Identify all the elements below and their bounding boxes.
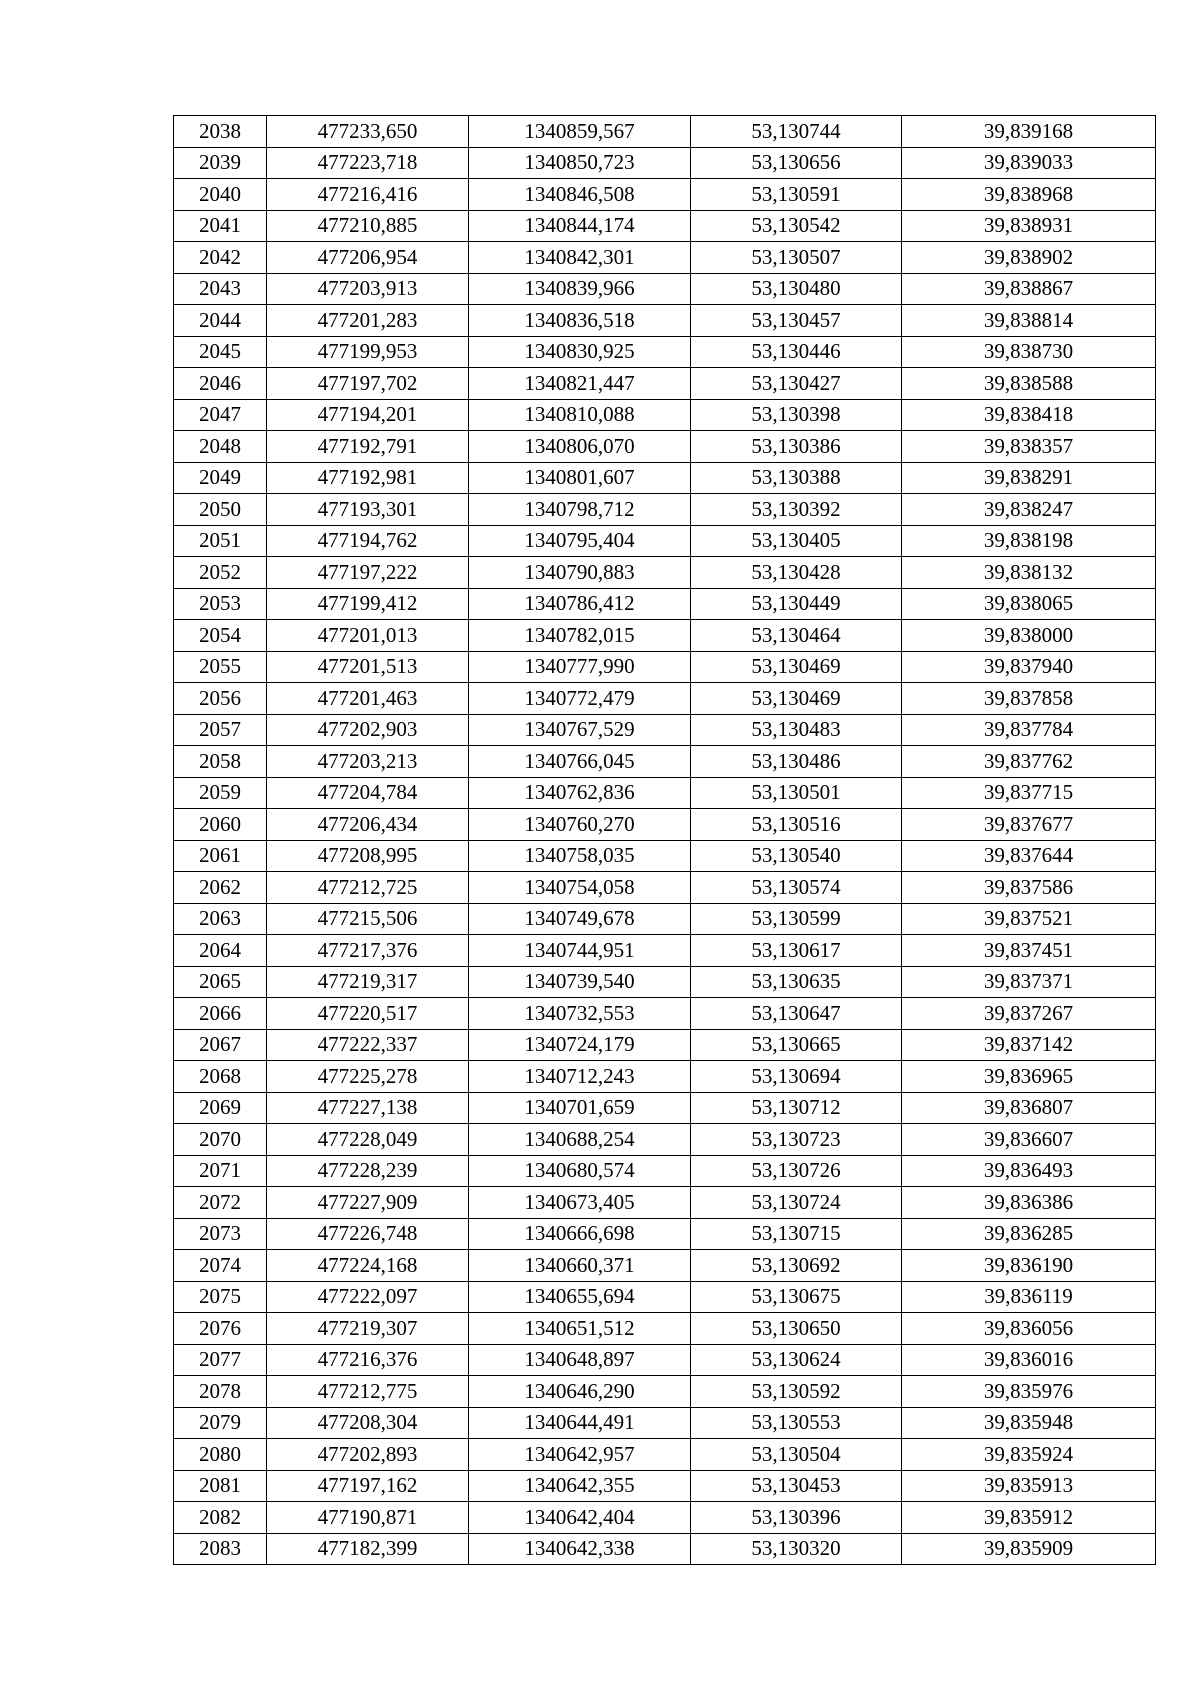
table-row [174,116,1156,148]
latitude-cell: 53,130712 [691,1092,902,1124]
y-coordinate-cell: 1340712,243 [469,1061,691,1093]
latitude-cell: 53,130744 [691,116,902,148]
latitude-cell: 53,130574 [691,872,902,904]
latitude-cell: 53,130469 [691,683,902,715]
x-coordinate-cell: 477227,909 [267,1187,469,1219]
longitude-cell: 39,838291 [902,462,1156,494]
table-row [174,840,1156,872]
longitude-cell: 39,837142 [902,1029,1156,1061]
table-row [174,494,1156,526]
table-row [174,651,1156,683]
table-row [174,368,1156,400]
x-coordinate-cell: 477206,954 [267,242,469,274]
y-coordinate-cell: 1340842,301 [469,242,691,274]
y-coordinate-cell: 1340642,957 [469,1439,691,1471]
x-coordinate-cell: 477199,412 [267,588,469,620]
point-number-cell: 2079 [174,1407,267,1439]
table-row [174,210,1156,242]
point-number-cell: 2064 [174,935,267,967]
table-row [174,1313,1156,1345]
table-row [174,1533,1156,1565]
table-row [174,1281,1156,1313]
table-row [174,1218,1156,1250]
y-coordinate-cell: 1340786,412 [469,588,691,620]
table-row [174,336,1156,368]
longitude-cell: 39,838132 [902,557,1156,589]
longitude-cell: 39,838198 [902,525,1156,557]
x-coordinate-cell: 477210,885 [267,210,469,242]
longitude-cell: 39,838931 [902,210,1156,242]
y-coordinate-cell: 1340749,678 [469,903,691,935]
latitude-cell: 53,130396 [691,1502,902,1534]
longitude-cell: 39,837267 [902,998,1156,1030]
longitude-cell: 39,835948 [902,1407,1156,1439]
y-coordinate-cell: 1340724,179 [469,1029,691,1061]
longitude-cell: 39,836607 [902,1124,1156,1156]
longitude-cell: 39,839033 [902,147,1156,179]
longitude-cell: 39,835909 [902,1533,1156,1565]
x-coordinate-cell: 477190,871 [267,1502,469,1534]
y-coordinate-cell: 1340655,694 [469,1281,691,1313]
point-number-cell: 2063 [174,903,267,935]
table-row [174,462,1156,494]
point-number-cell: 2038 [174,116,267,148]
longitude-cell: 39,837451 [902,935,1156,967]
latitude-cell: 53,130504 [691,1439,902,1471]
y-coordinate-cell: 1340688,254 [469,1124,691,1156]
x-coordinate-cell: 477228,239 [267,1155,469,1187]
x-coordinate-cell: 477203,913 [267,273,469,305]
x-coordinate-cell: 477192,791 [267,431,469,463]
point-number-cell: 2042 [174,242,267,274]
longitude-cell: 39,836190 [902,1250,1156,1282]
x-coordinate-cell: 477222,337 [267,1029,469,1061]
y-coordinate-cell: 1340836,518 [469,305,691,337]
latitude-cell: 53,130591 [691,179,902,211]
latitude-cell: 53,130624 [691,1344,902,1376]
point-number-cell: 2053 [174,588,267,620]
coordinates-table [173,115,1156,1565]
point-number-cell: 2061 [174,840,267,872]
longitude-cell: 39,837762 [902,746,1156,778]
x-coordinate-cell: 477224,168 [267,1250,469,1282]
latitude-cell: 53,130501 [691,777,902,809]
x-coordinate-cell: 477220,517 [267,998,469,1030]
point-number-cell: 2057 [174,714,267,746]
y-coordinate-cell: 1340642,404 [469,1502,691,1534]
table-row [174,809,1156,841]
table-row [174,903,1156,935]
latitude-cell: 53,130656 [691,147,902,179]
longitude-cell: 39,836386 [902,1187,1156,1219]
longitude-cell: 39,837940 [902,651,1156,683]
point-number-cell: 2045 [174,336,267,368]
y-coordinate-cell: 1340646,290 [469,1376,691,1408]
table-row [174,1376,1156,1408]
x-coordinate-cell: 477193,301 [267,494,469,526]
table-row [174,777,1156,809]
y-coordinate-cell: 1340790,883 [469,557,691,589]
x-coordinate-cell: 477201,513 [267,651,469,683]
point-number-cell: 2076 [174,1313,267,1345]
latitude-cell: 53,130464 [691,620,902,652]
y-coordinate-cell: 1340795,404 [469,525,691,557]
table-row [174,305,1156,337]
point-number-cell: 2051 [174,525,267,557]
y-coordinate-cell: 1340760,270 [469,809,691,841]
latitude-cell: 53,130694 [691,1061,902,1093]
table-row [174,1439,1156,1471]
x-coordinate-cell: 477182,399 [267,1533,469,1565]
longitude-cell: 39,835912 [902,1502,1156,1534]
latitude-cell: 53,130592 [691,1376,902,1408]
longitude-cell: 39,837858 [902,683,1156,715]
x-coordinate-cell: 477201,463 [267,683,469,715]
point-number-cell: 2056 [174,683,267,715]
point-number-cell: 2071 [174,1155,267,1187]
y-coordinate-cell: 1340766,045 [469,746,691,778]
latitude-cell: 53,130320 [691,1533,902,1565]
point-number-cell: 2075 [174,1281,267,1313]
x-coordinate-cell: 477208,995 [267,840,469,872]
point-number-cell: 2039 [174,147,267,179]
longitude-cell: 39,837644 [902,840,1156,872]
latitude-cell: 53,130650 [691,1313,902,1345]
x-coordinate-cell: 477225,278 [267,1061,469,1093]
table-row [174,683,1156,715]
latitude-cell: 53,130635 [691,966,902,998]
table-row [174,872,1156,904]
x-coordinate-cell: 477206,434 [267,809,469,841]
point-number-cell: 2059 [174,777,267,809]
x-coordinate-cell: 477227,138 [267,1092,469,1124]
longitude-cell: 39,835913 [902,1470,1156,1502]
y-coordinate-cell: 1340642,355 [469,1470,691,1502]
x-coordinate-cell: 477197,162 [267,1470,469,1502]
x-coordinate-cell: 477194,201 [267,399,469,431]
latitude-cell: 53,130542 [691,210,902,242]
point-number-cell: 2044 [174,305,267,337]
longitude-cell: 39,836056 [902,1313,1156,1345]
table-row [174,273,1156,305]
table-row [174,746,1156,778]
x-coordinate-cell: 477233,650 [267,116,469,148]
y-coordinate-cell: 1340648,897 [469,1344,691,1376]
x-coordinate-cell: 477223,718 [267,147,469,179]
y-coordinate-cell: 1340801,607 [469,462,691,494]
point-number-cell: 2054 [174,620,267,652]
x-coordinate-cell: 477197,702 [267,368,469,400]
latitude-cell: 53,130457 [691,305,902,337]
table-row [174,147,1156,179]
y-coordinate-cell: 1340644,491 [469,1407,691,1439]
latitude-cell: 53,130386 [691,431,902,463]
latitude-cell: 53,130675 [691,1281,902,1313]
longitude-cell: 39,838867 [902,273,1156,305]
table-row [174,431,1156,463]
y-coordinate-cell: 1340821,447 [469,368,691,400]
table-row [174,1407,1156,1439]
x-coordinate-cell: 477216,376 [267,1344,469,1376]
y-coordinate-cell: 1340673,405 [469,1187,691,1219]
y-coordinate-cell: 1340846,508 [469,179,691,211]
point-number-cell: 2067 [174,1029,267,1061]
table-row [174,1155,1156,1187]
x-coordinate-cell: 477216,416 [267,179,469,211]
y-coordinate-cell: 1340806,070 [469,431,691,463]
y-coordinate-cell: 1340754,058 [469,872,691,904]
y-coordinate-cell: 1340660,371 [469,1250,691,1282]
longitude-cell: 39,838968 [902,179,1156,211]
longitude-cell: 39,838247 [902,494,1156,526]
point-number-cell: 2048 [174,431,267,463]
table-row [174,399,1156,431]
x-coordinate-cell: 477208,304 [267,1407,469,1439]
latitude-cell: 53,130446 [691,336,902,368]
point-number-cell: 2055 [174,651,267,683]
latitude-cell: 53,130453 [691,1470,902,1502]
x-coordinate-cell: 477217,376 [267,935,469,967]
x-coordinate-cell: 477212,725 [267,872,469,904]
y-coordinate-cell: 1340798,712 [469,494,691,526]
y-coordinate-cell: 1340680,574 [469,1155,691,1187]
latitude-cell: 53,130388 [691,462,902,494]
longitude-cell: 39,835924 [902,1439,1156,1471]
longitude-cell: 39,838000 [902,620,1156,652]
point-number-cell: 2058 [174,746,267,778]
table-row [174,998,1156,1030]
y-coordinate-cell: 1340739,540 [469,966,691,998]
x-coordinate-cell: 477222,097 [267,1281,469,1313]
point-number-cell: 2047 [174,399,267,431]
y-coordinate-cell: 1340762,836 [469,777,691,809]
y-coordinate-cell: 1340859,567 [469,116,691,148]
point-number-cell: 2073 [174,1218,267,1250]
latitude-cell: 53,130480 [691,273,902,305]
x-coordinate-cell: 477228,049 [267,1124,469,1156]
point-number-cell: 2049 [174,462,267,494]
table-row [174,966,1156,998]
table-row [174,525,1156,557]
longitude-cell: 39,838357 [902,431,1156,463]
x-coordinate-cell: 477212,775 [267,1376,469,1408]
y-coordinate-cell: 1340666,698 [469,1218,691,1250]
table-row [174,1502,1156,1534]
point-number-cell: 2069 [174,1092,267,1124]
longitude-cell: 39,838730 [902,336,1156,368]
latitude-cell: 53,130398 [691,399,902,431]
latitude-cell: 53,130469 [691,651,902,683]
point-number-cell: 2060 [174,809,267,841]
latitude-cell: 53,130553 [691,1407,902,1439]
coordinates-table-body [174,116,1156,1565]
latitude-cell: 53,130449 [691,588,902,620]
latitude-cell: 53,130692 [691,1250,902,1282]
latitude-cell: 53,130723 [691,1124,902,1156]
longitude-cell: 39,836119 [902,1281,1156,1313]
point-number-cell: 2050 [174,494,267,526]
latitude-cell: 53,130392 [691,494,902,526]
x-coordinate-cell: 477201,283 [267,305,469,337]
y-coordinate-cell: 1340777,990 [469,651,691,683]
x-coordinate-cell: 477204,784 [267,777,469,809]
latitude-cell: 53,130617 [691,935,902,967]
table-row [174,179,1156,211]
longitude-cell: 39,837521 [902,903,1156,935]
y-coordinate-cell: 1340844,174 [469,210,691,242]
point-number-cell: 2074 [174,1250,267,1282]
point-number-cell: 2083 [174,1533,267,1565]
y-coordinate-cell: 1340744,951 [469,935,691,967]
longitude-cell: 39,836016 [902,1344,1156,1376]
longitude-cell: 39,839168 [902,116,1156,148]
longitude-cell: 39,838814 [902,305,1156,337]
y-coordinate-cell: 1340701,659 [469,1092,691,1124]
longitude-cell: 39,838588 [902,368,1156,400]
latitude-cell: 53,130665 [691,1029,902,1061]
latitude-cell: 53,130599 [691,903,902,935]
y-coordinate-cell: 1340651,512 [469,1313,691,1345]
longitude-cell: 39,837715 [902,777,1156,809]
x-coordinate-cell: 477192,981 [267,462,469,494]
table-row [174,1187,1156,1219]
point-number-cell: 2080 [174,1439,267,1471]
longitude-cell: 39,837371 [902,966,1156,998]
point-number-cell: 2062 [174,872,267,904]
x-coordinate-cell: 477226,748 [267,1218,469,1250]
latitude-cell: 53,130507 [691,242,902,274]
x-coordinate-cell: 477203,213 [267,746,469,778]
latitude-cell: 53,130516 [691,809,902,841]
x-coordinate-cell: 477201,013 [267,620,469,652]
longitude-cell: 39,837784 [902,714,1156,746]
point-number-cell: 2082 [174,1502,267,1534]
longitude-cell: 39,837586 [902,872,1156,904]
table-row [174,714,1156,746]
table-row [174,1124,1156,1156]
x-coordinate-cell: 477219,307 [267,1313,469,1345]
table-row [174,1061,1156,1093]
y-coordinate-cell: 1340839,966 [469,273,691,305]
y-coordinate-cell: 1340830,925 [469,336,691,368]
table-row [174,1250,1156,1282]
table-row [174,1344,1156,1376]
point-number-cell: 2072 [174,1187,267,1219]
point-number-cell: 2046 [174,368,267,400]
latitude-cell: 53,130483 [691,714,902,746]
table-row [174,1092,1156,1124]
point-number-cell: 2040 [174,179,267,211]
point-number-cell: 2041 [174,210,267,242]
x-coordinate-cell: 477199,953 [267,336,469,368]
point-number-cell: 2078 [174,1376,267,1408]
latitude-cell: 53,130715 [691,1218,902,1250]
x-coordinate-cell: 477215,506 [267,903,469,935]
longitude-cell: 39,838902 [902,242,1156,274]
longitude-cell: 39,836807 [902,1092,1156,1124]
x-coordinate-cell: 477202,903 [267,714,469,746]
y-coordinate-cell: 1340758,035 [469,840,691,872]
table-row [174,620,1156,652]
table-row [174,1470,1156,1502]
x-coordinate-cell: 477197,222 [267,557,469,589]
table-row [174,1029,1156,1061]
latitude-cell: 53,130647 [691,998,902,1030]
longitude-cell: 39,838065 [902,588,1156,620]
point-number-cell: 2077 [174,1344,267,1376]
latitude-cell: 53,130540 [691,840,902,872]
x-coordinate-cell: 477194,762 [267,525,469,557]
latitude-cell: 53,130724 [691,1187,902,1219]
latitude-cell: 53,130726 [691,1155,902,1187]
point-number-cell: 2066 [174,998,267,1030]
x-coordinate-cell: 477219,317 [267,966,469,998]
point-number-cell: 2065 [174,966,267,998]
x-coordinate-cell: 477202,893 [267,1439,469,1471]
latitude-cell: 53,130486 [691,746,902,778]
y-coordinate-cell: 1340850,723 [469,147,691,179]
longitude-cell: 39,836493 [902,1155,1156,1187]
y-coordinate-cell: 1340767,529 [469,714,691,746]
latitude-cell: 53,130428 [691,557,902,589]
point-number-cell: 2052 [174,557,267,589]
longitude-cell: 39,835976 [902,1376,1156,1408]
longitude-cell: 39,836965 [902,1061,1156,1093]
point-number-cell: 2081 [174,1470,267,1502]
table-row [174,242,1156,274]
latitude-cell: 53,130427 [691,368,902,400]
longitude-cell: 39,837677 [902,809,1156,841]
point-number-cell: 2070 [174,1124,267,1156]
y-coordinate-cell: 1340772,479 [469,683,691,715]
y-coordinate-cell: 1340732,553 [469,998,691,1030]
document-page [173,115,1156,1565]
table-row [174,935,1156,967]
longitude-cell: 39,836285 [902,1218,1156,1250]
table-row [174,557,1156,589]
point-number-cell: 2043 [174,273,267,305]
y-coordinate-cell: 1340642,338 [469,1533,691,1565]
y-coordinate-cell: 1340810,088 [469,399,691,431]
latitude-cell: 53,130405 [691,525,902,557]
point-number-cell: 2068 [174,1061,267,1093]
table-row [174,588,1156,620]
longitude-cell: 39,838418 [902,399,1156,431]
y-coordinate-cell: 1340782,015 [469,620,691,652]
